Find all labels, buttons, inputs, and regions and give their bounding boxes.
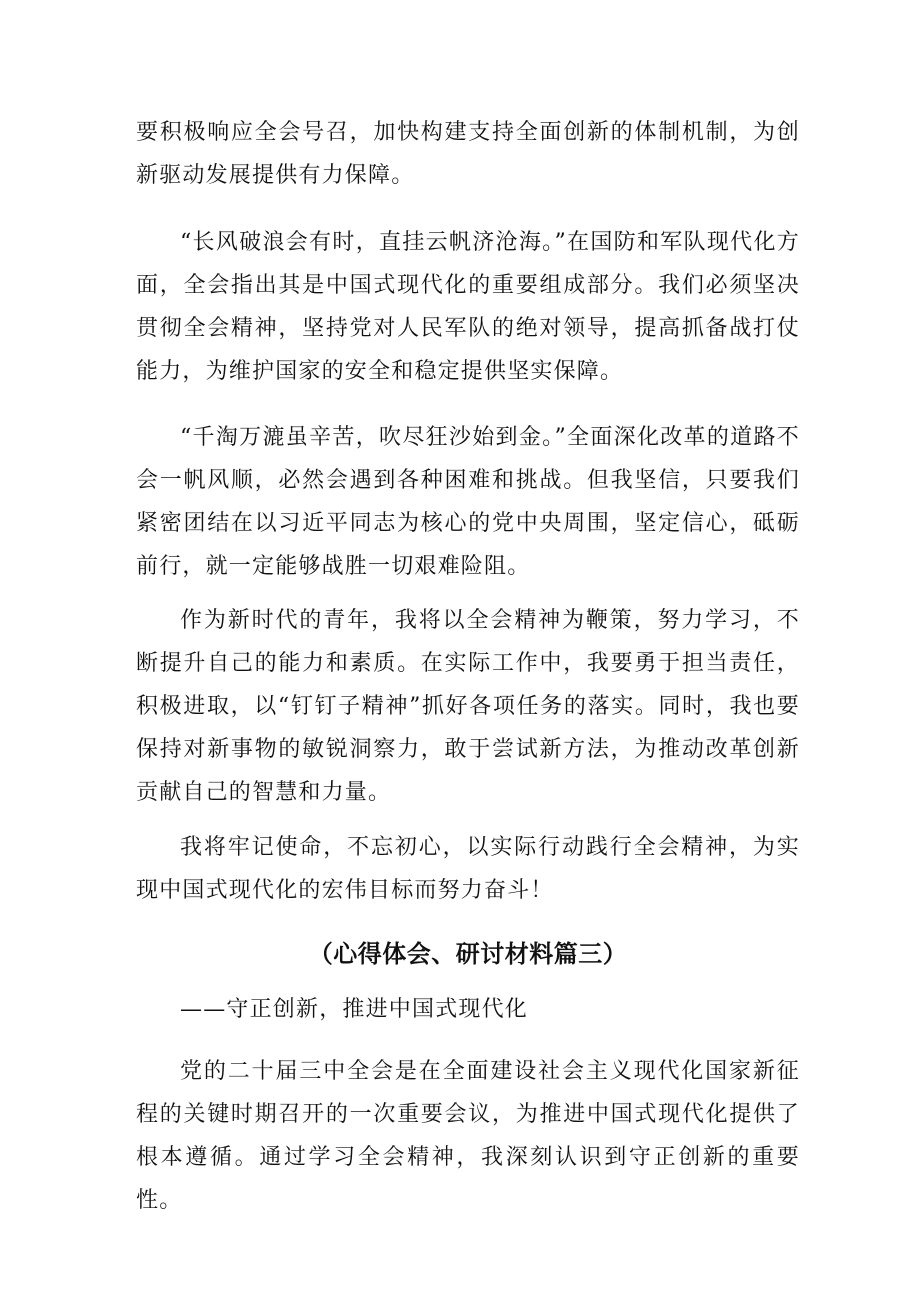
paragraph-youth-commitment: 作为新时代的青年，我将以全会精神为鞭策，努力学习，不断提升自己的能力和素质。在实际工作中，我要勇于担当责任，积极进取，以“钉钉子精神”抓好各项任务的落实。同时，我也要保持对新事物的敏锐洞察力，敢于尝试新方法，为推动改革创新贡献自己的智慧和力量。 — [136, 608, 800, 805]
section-subtitle: ——守正创新，推进中国式现代化 — [180, 997, 529, 1022]
paragraph-deepening-reform: “千淘万漉虽辛苦，吹尽狂沙始到金。”全面深化改革的道路不会一帆风顺，必然会遇到各种困难和挑战。但我坚信，只要我们紧密团结在以习近平同志为核心的党中央周围，坚定信心，砥砺前行，就一定能够战胜一切艰难险阻。 — [136, 425, 800, 579]
paragraph-closing-pledge: 我将牢记使命，不忘初心，以实际行动践行全会精神，为实现中国式现代化的宏伟目标而努力奋斗！ — [136, 835, 800, 903]
section-heading: （心得体会、研讨材料篇三） — [308, 940, 628, 968]
paragraph-plenum-intro: 党的二十届三中全会是在全面建设社会主义现代化国家新征程的关键时期召开的一次重要会议，为推进中国式现代化提供了根本遵循。通过学习全会精神，我深刻认识到守正创新的重要性。 — [136, 1059, 800, 1213]
paragraph-continuation: 要积极响应全会号召，加快构建支持全面创新的体制机制，为创新驱动发展提供有力保障。 — [136, 120, 800, 188]
paragraph-defense-modernization: “长风破浪会有时，直挂云帆济沧海。”在国防和军队现代化方面，全会指出其是中国式现代化的重要组成部分。我们必须坚决贯彻全会精神，坚持党对人民军队的绝对领导，提高抓备战打仗能力，为维护国家的安全和稳定提供坚实保障。 — [136, 230, 800, 384]
